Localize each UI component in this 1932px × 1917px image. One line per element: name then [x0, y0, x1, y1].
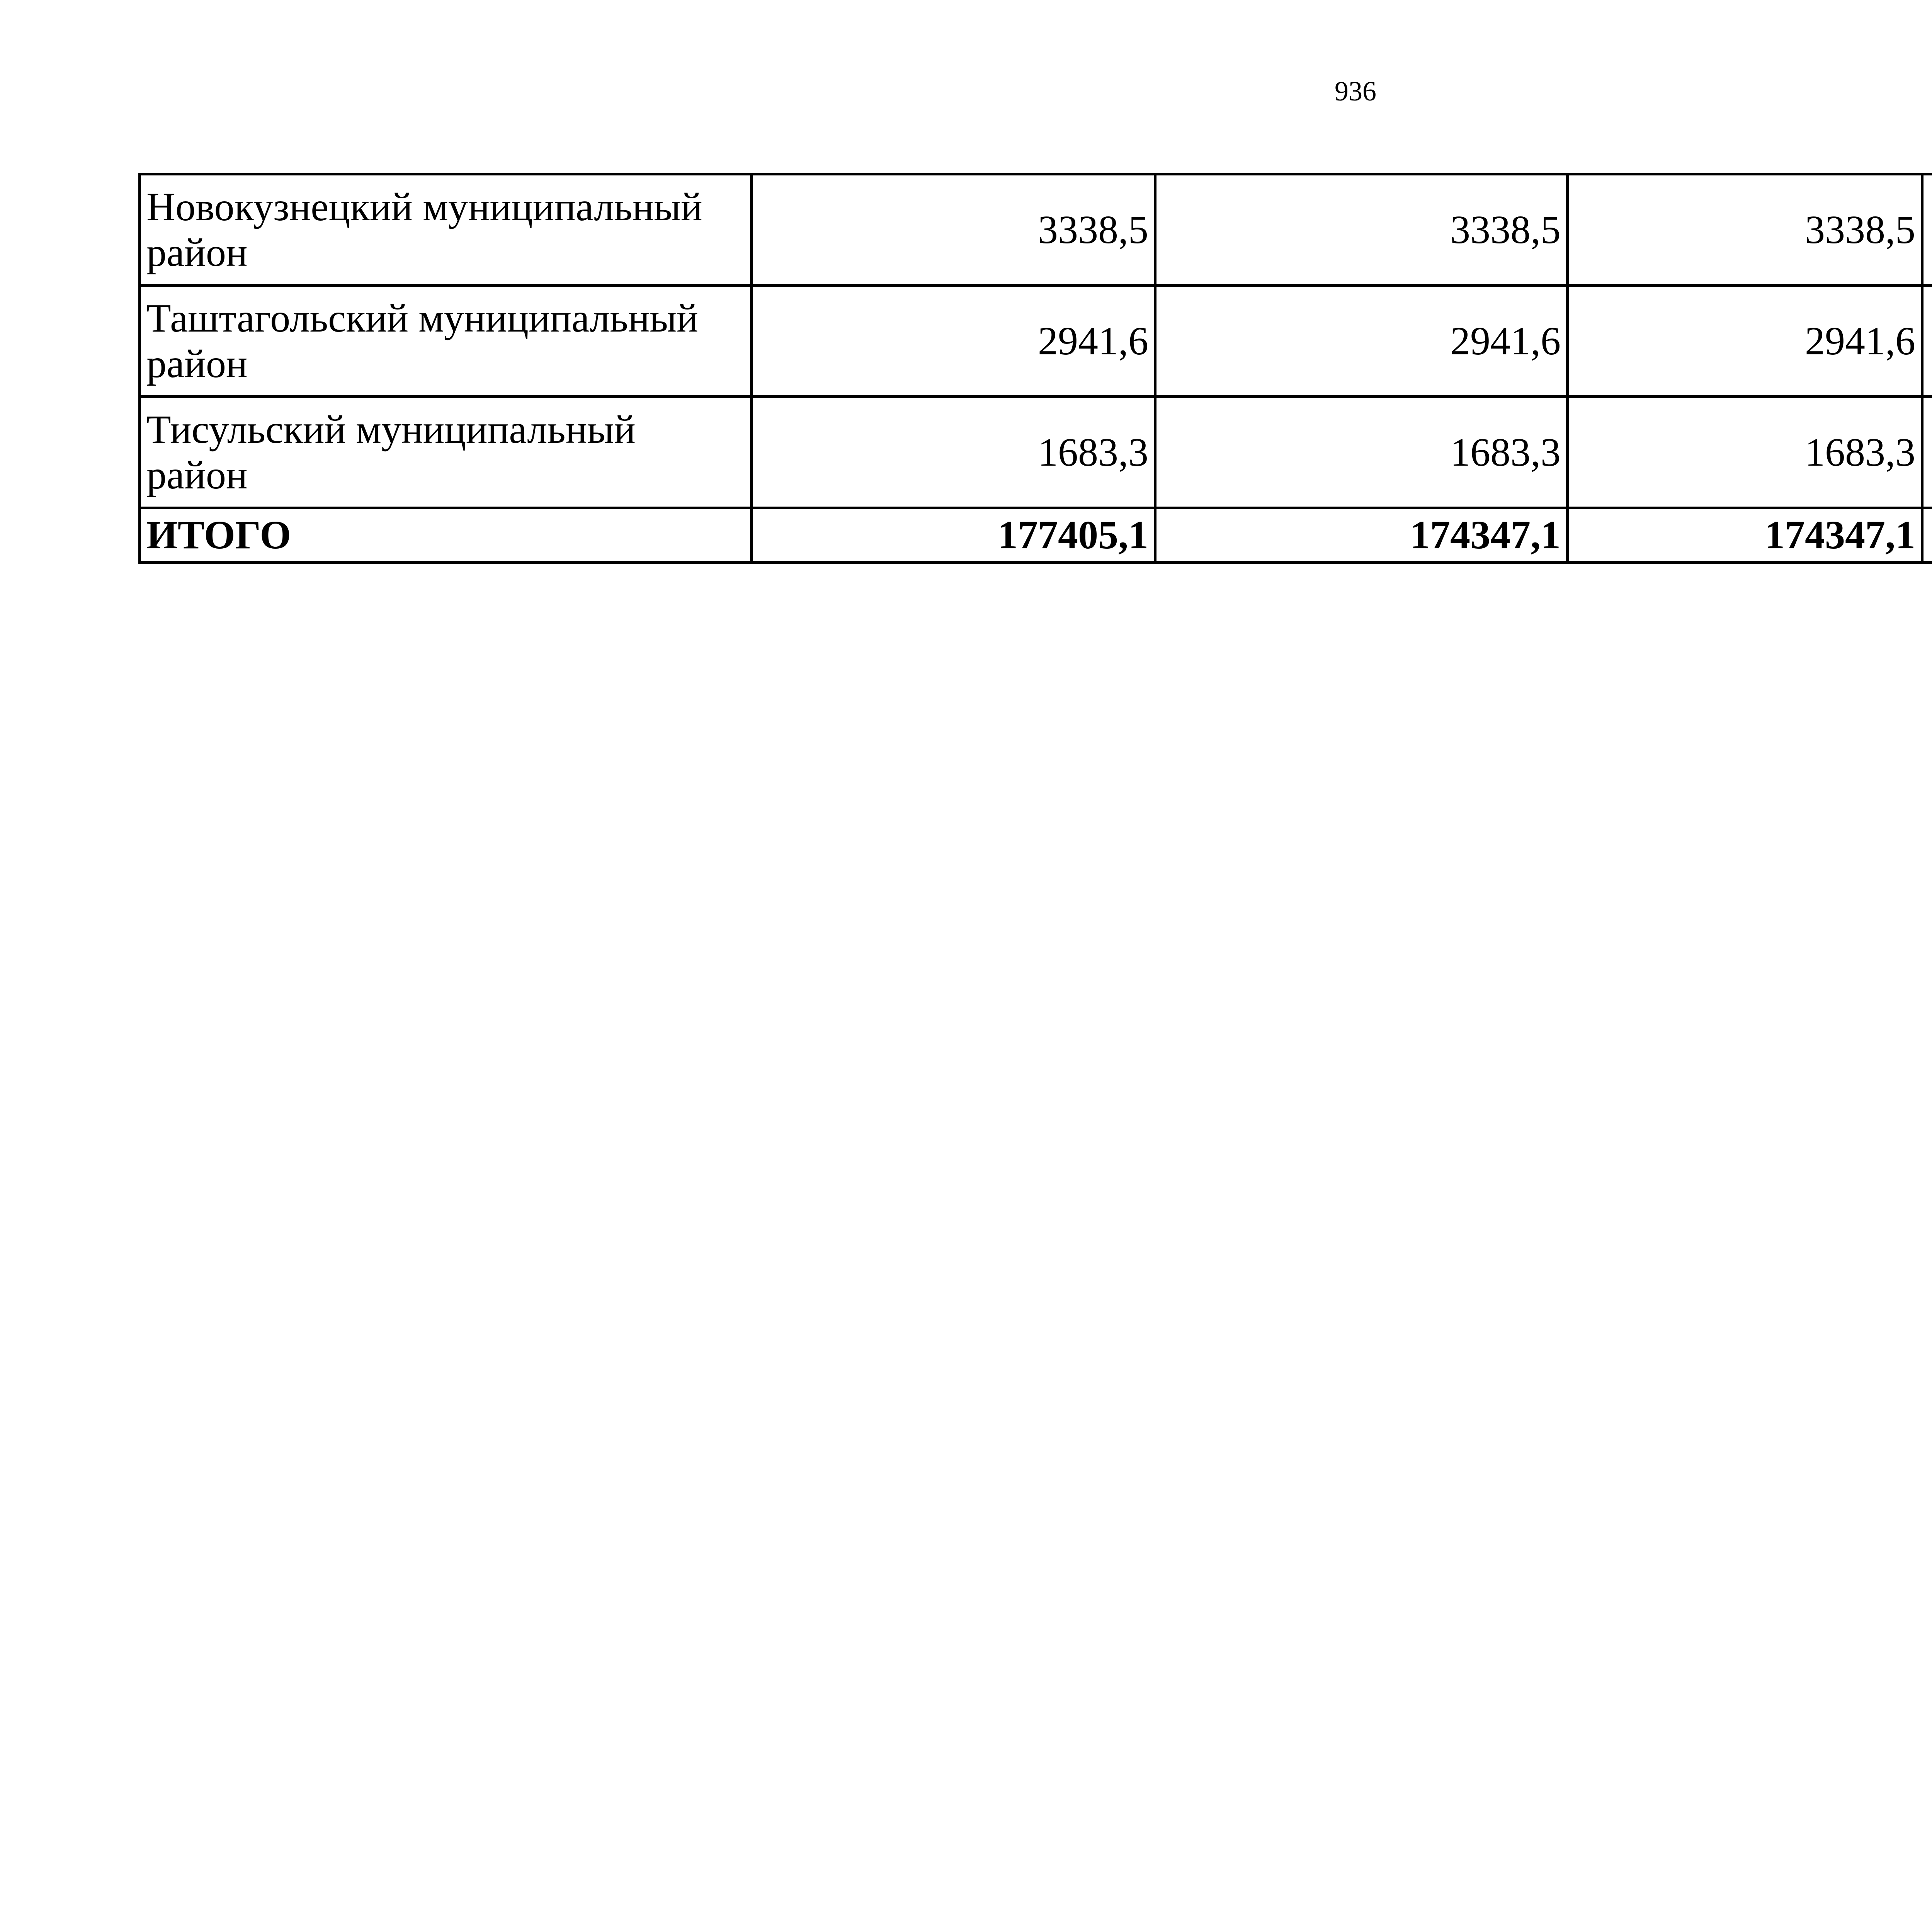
value-cell: 1683,3: [752, 397, 1155, 508]
table-row: [140, 286, 1932, 397]
total-row: [140, 508, 1932, 563]
value-cell: 2941,6: [1155, 286, 1568, 397]
value-cell: [1922, 174, 1932, 286]
table-row: [140, 174, 1932, 286]
value-cell: 3338,5: [1155, 174, 1568, 286]
table-row: [140, 397, 1932, 508]
total-value-cell: 174347,1: [1568, 508, 1922, 563]
data-table: [138, 173, 1932, 564]
value-cell: 3338,5: [752, 174, 1155, 286]
total-value-cell: 177405,1: [752, 508, 1155, 563]
page-number: 936: [1335, 76, 1376, 107]
total-value-cell: 174347,1: [1155, 508, 1568, 563]
region-name-cell: Тисульский муниципальный район: [140, 397, 752, 508]
value-cell: 3338,5: [1568, 174, 1922, 286]
value-cell: 1683,3: [1155, 397, 1568, 508]
value-cell: [1922, 286, 1932, 397]
total-value-cell: [1922, 508, 1932, 563]
total-label-cell: ИТОГО: [140, 508, 752, 563]
region-name-cell: Новокузнецкий муниципальный район: [140, 174, 752, 286]
region-name-cell: Таштагольский муниципальный район: [140, 286, 752, 397]
value-cell: 1683,3: [1568, 397, 1922, 508]
value-cell: 2941,6: [1568, 286, 1922, 397]
value-cell: [1922, 397, 1932, 508]
value-cell: 2941,6: [752, 286, 1155, 397]
